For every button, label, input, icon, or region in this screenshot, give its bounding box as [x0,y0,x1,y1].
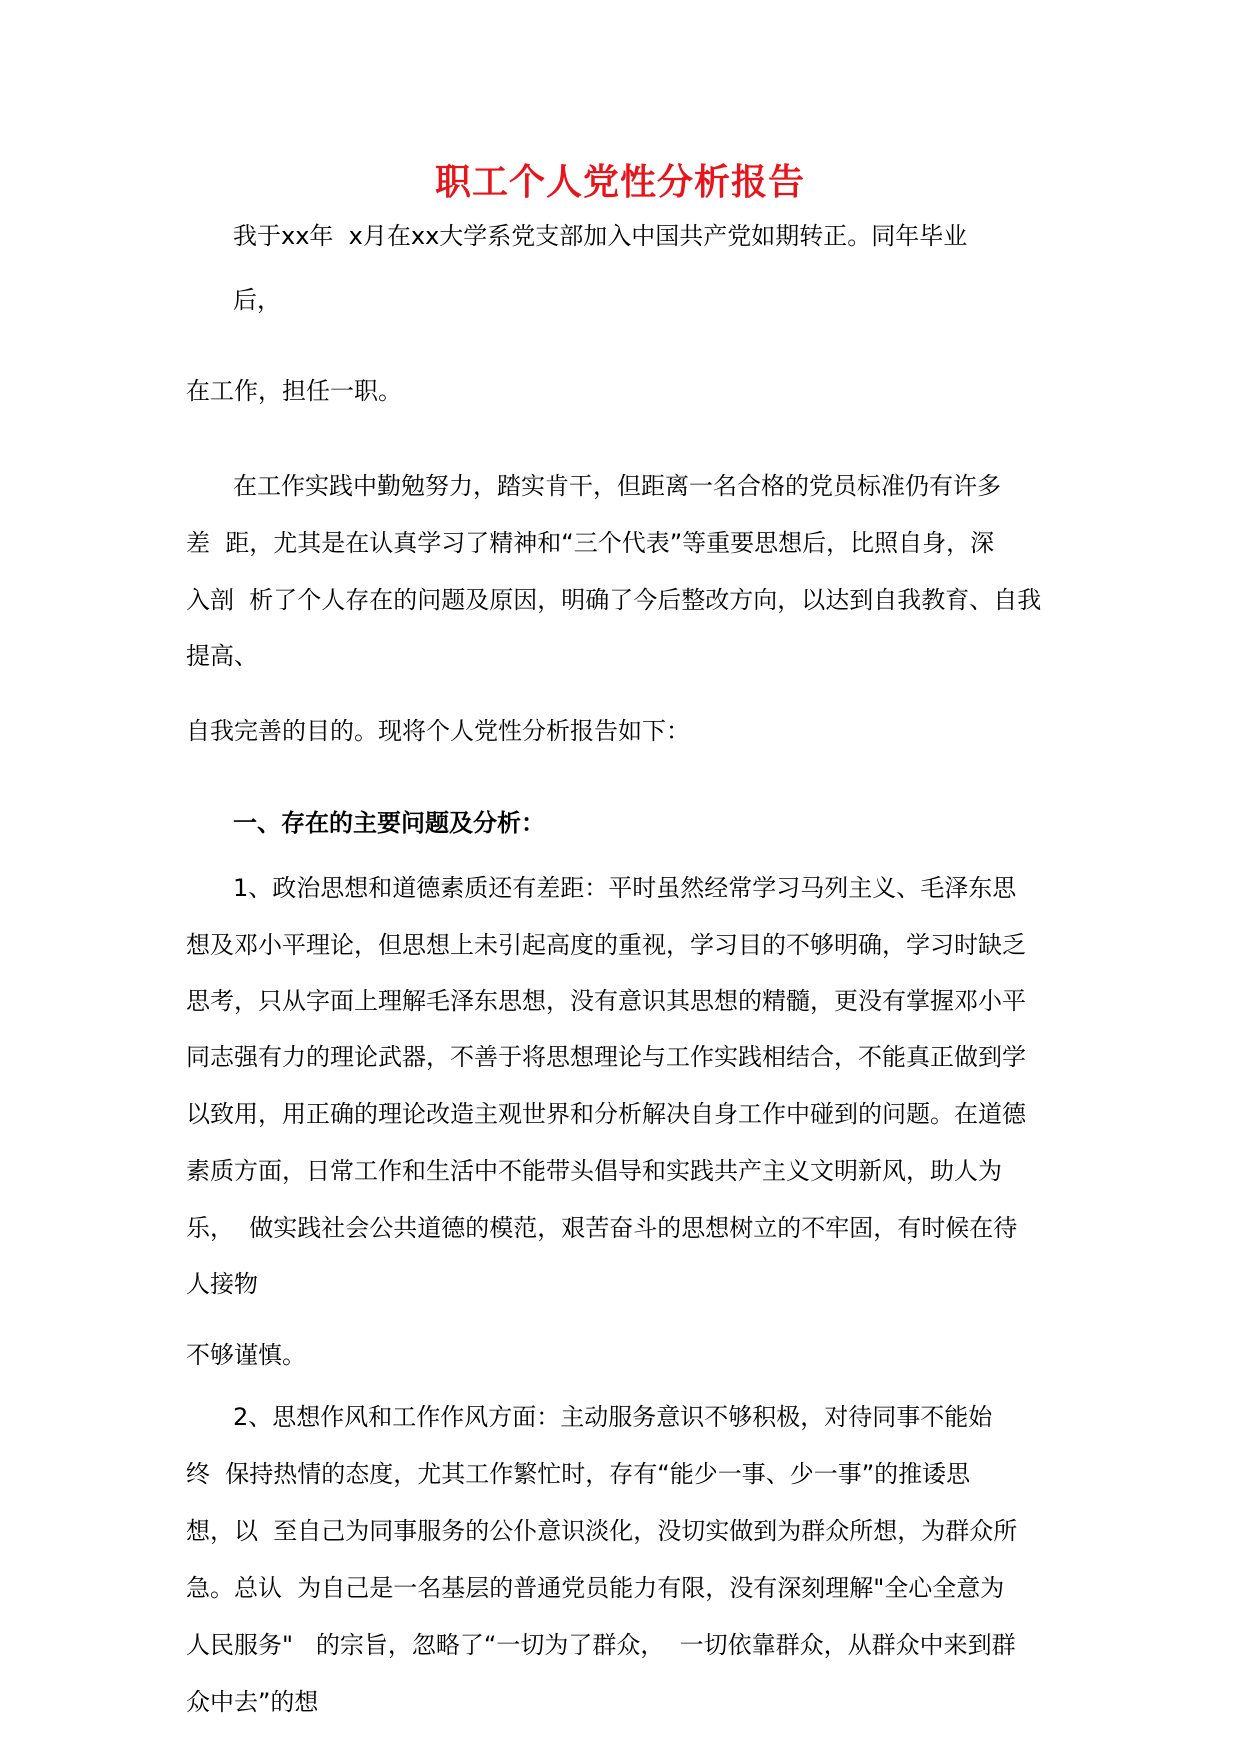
paragraph-line: 我于xx年 x月在xx大学系党支部加入中国共产党如期转正。同年毕业 [233,222,968,250]
paragraph-line: 以致用，用正确的理论改造主观世界和分析解决自身工作中碰到的问题。在道德 [186,1100,1026,1128]
paragraph-line: 不够谨慎。 [186,1341,306,1369]
paragraph-line: 同志强有力的理论武器，不善于将思想理论与工作实践相结合，不能真正做到学 [186,1043,1026,1071]
paragraph-line: 众中去”的想 [186,1688,319,1716]
document-title: 职工个人党性分析报告 [434,162,805,203]
paragraph-line: 想及邓小平理论，但思想上未引起高度的重视，学习目的不够明确，学习时缺乏 [186,931,1026,959]
paragraph-line: 在工作，担任一职。 [186,377,402,405]
paragraph-line: 入剖 析了个人存在的问题及原因，明确了今后整改方向，以达到自我教育、自我 [186,586,1042,614]
paragraph-line: 自我完善的目的。现将个人党性分析报告如下： [186,717,690,745]
paragraph-line: 2、思想作风和工作作风方面：主动服务意识不够积极，对待同事不能始 [233,1403,993,1431]
section-heading: 一、存在的主要问题及分析： [233,809,545,837]
paragraph-line: 思考，只从字面上理解毛泽东思想，没有意识其思想的精髓，更没有掌握邓小平 [186,987,1026,1015]
paragraph-line: 想，以 至自己为同事服务的公仆意识淡化，没切实做到为群众所想，为群众所 [186,1517,1018,1545]
paragraph-line: 终 保持热情的态度，尤其工作繁忙时，存有“能少一事、少一事”的推诿思 [186,1460,971,1488]
paragraph-line: 急。总认 为自己是一名基层的普通党员能力有限，没有深刻理解"全心全意为 [186,1574,1005,1602]
paragraph-line: 素质方面，日常工作和生活中不能带头倡导和实践共产主义文明新风，助人为 [186,1157,1002,1185]
paragraph-line: 乐， 做实践社会公共道德的模范，艰苦奋斗的思想树立的不牢固，有时候在待 [186,1214,1018,1242]
paragraph-line: 人民服务" 的宗旨，忽略了“一切为了群众， 一切依靠群众，从群众中来到群 [186,1631,1016,1659]
paragraph-line: 人接物 [186,1270,258,1298]
paragraph-line: 在工作实践中勤勉努力，踏实肯干，但距离一名合格的党员标准仍有许多 [233,472,1001,500]
paragraph-line: 后， [233,286,281,314]
paragraph-line: 提高、 [186,642,258,670]
paragraph-line: 1、政治思想和道德素质还有差距：平时虽然经常学习马列主义、毛泽东思 [233,874,1017,902]
paragraph-line: 差 距，尤其是在认真学习了精神和“三个代表”等重要思想后，比照自身，深 [186,529,995,557]
